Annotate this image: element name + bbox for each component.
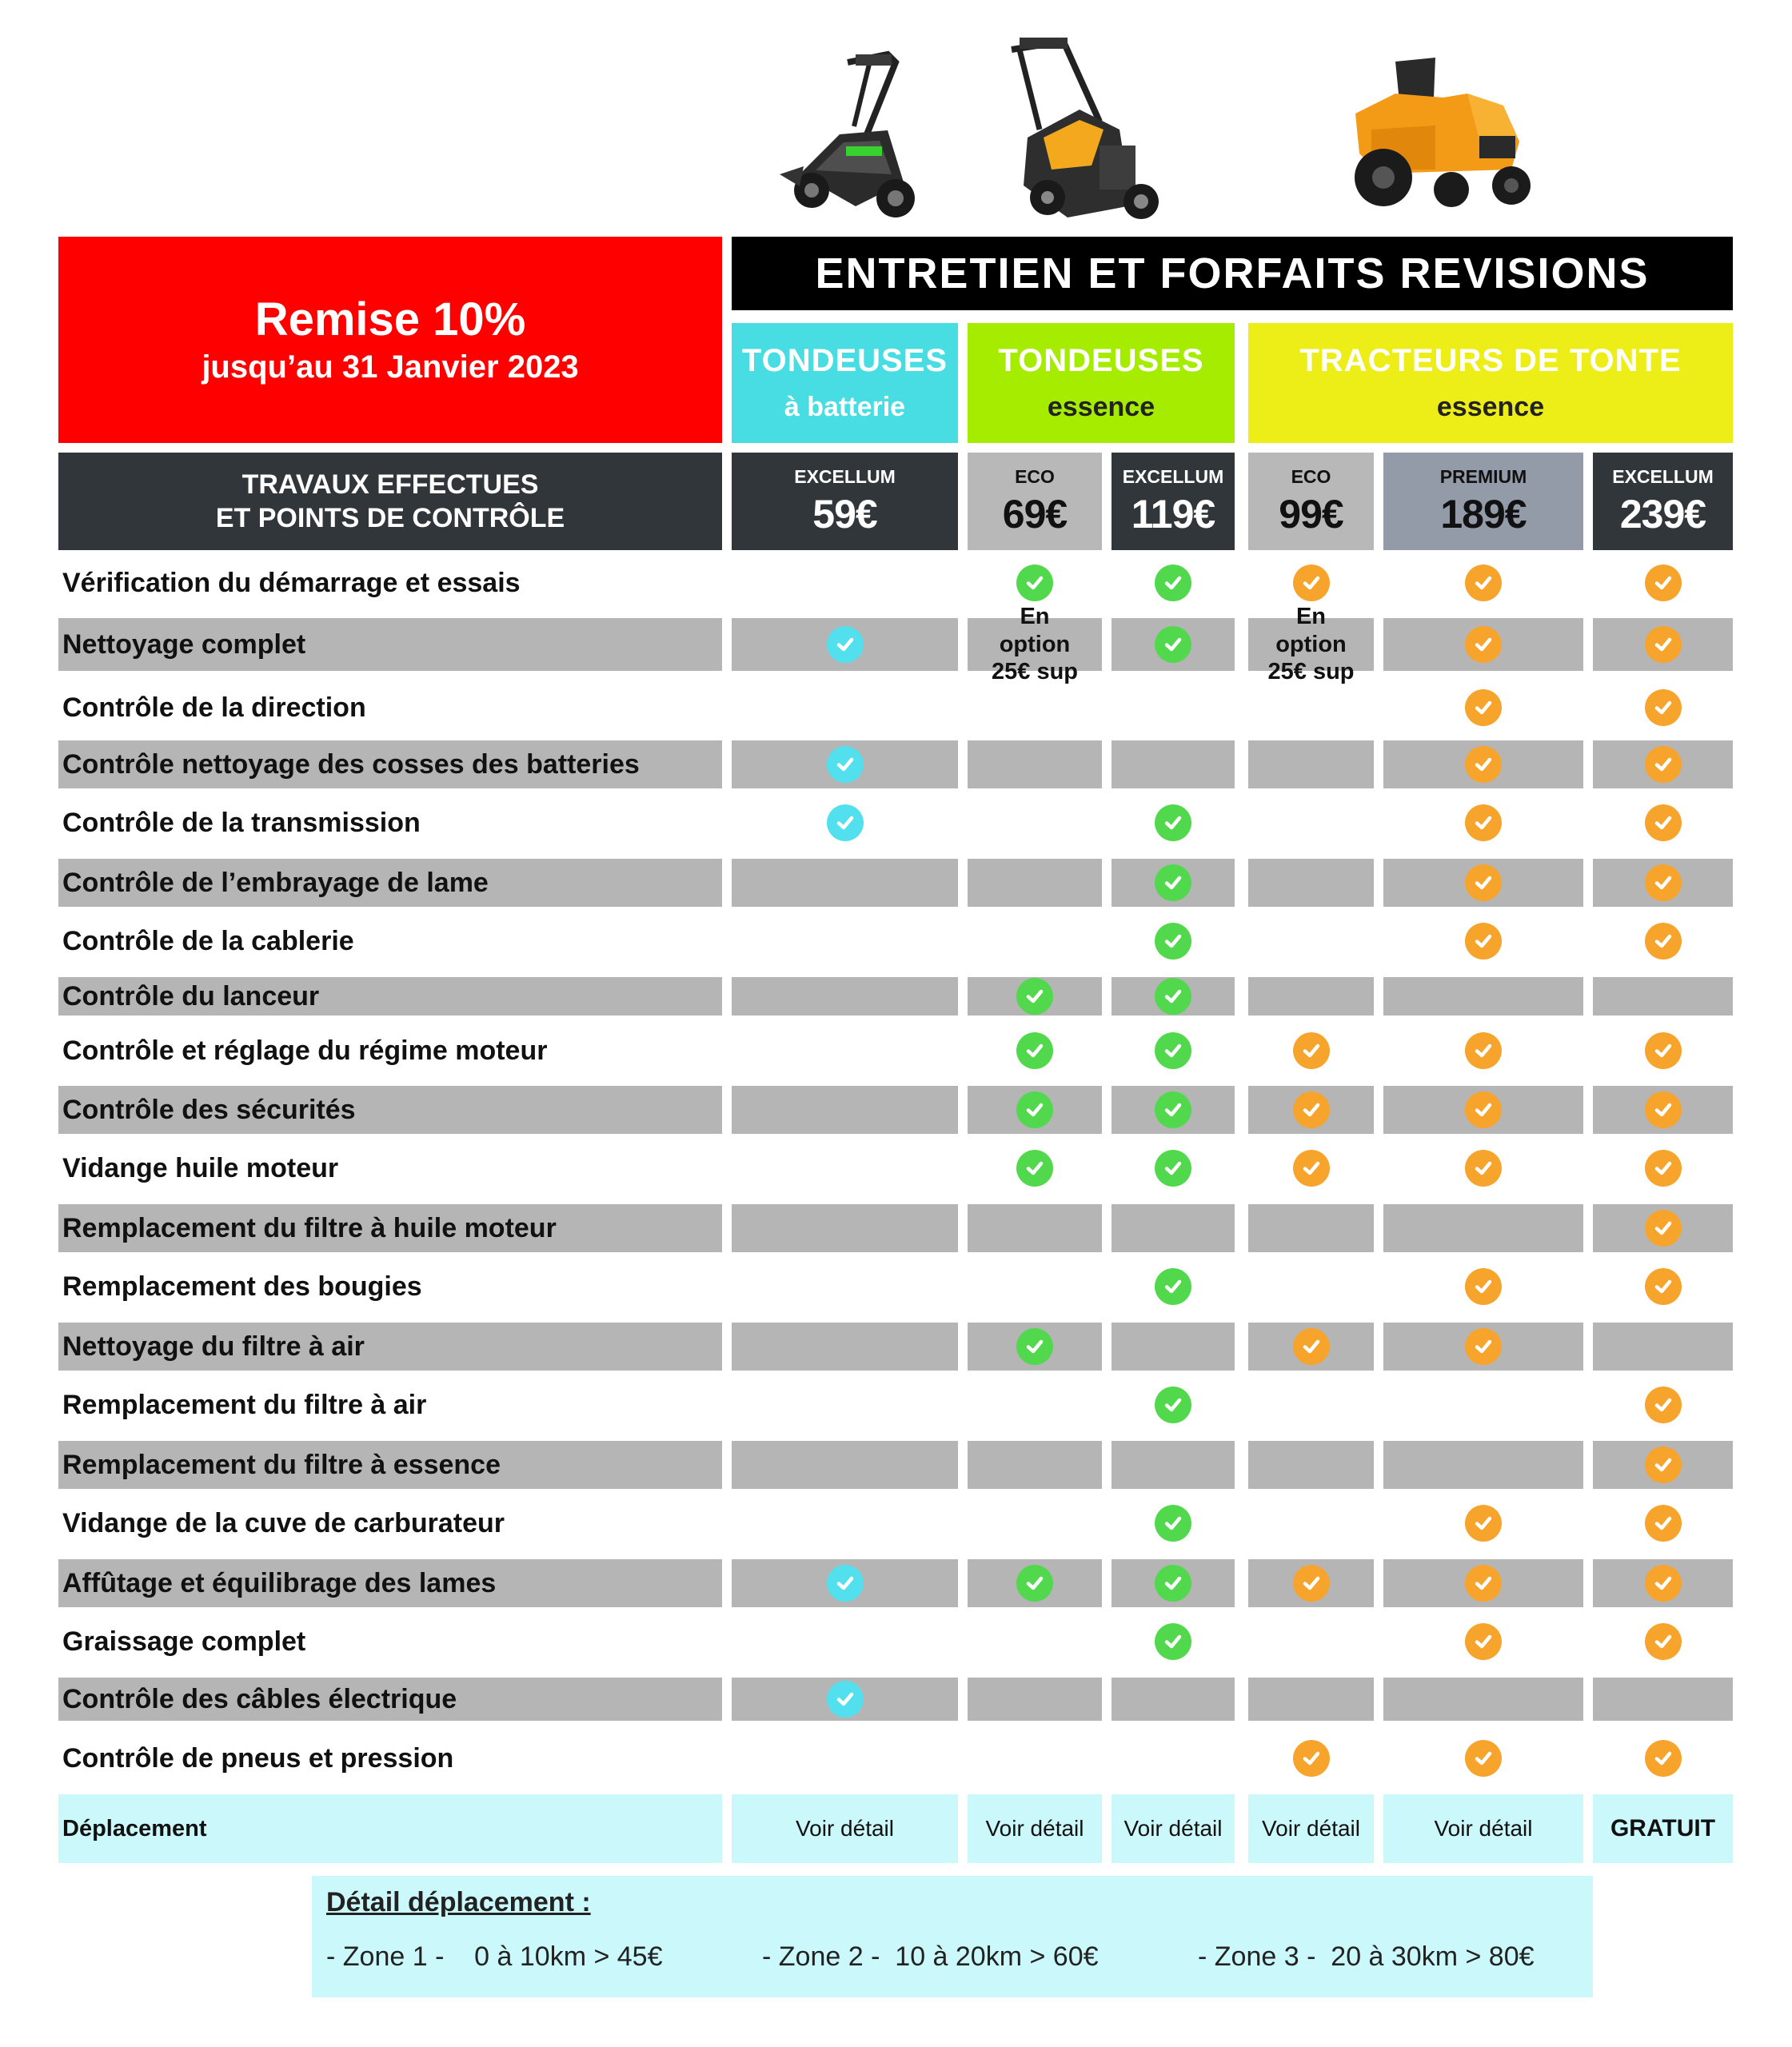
row-label: Contrôle de pneus et pression	[62, 1742, 454, 1774]
table-cell	[732, 977, 958, 1016]
promo-deadline: jusqu’au 31 Janvier 2023	[202, 349, 579, 385]
check-circle-icon	[1465, 1328, 1502, 1365]
check-circle-icon	[1645, 864, 1682, 901]
check-circle-icon	[1645, 746, 1682, 783]
table-cell	[968, 1027, 1102, 1074]
check-circle-icon	[827, 1681, 864, 1718]
travel-detail-box	[312, 1876, 1593, 1997]
table-cell	[1593, 1204, 1733, 1252]
table-row	[0, 1145, 1792, 1191]
row-label: Graissage complet	[62, 1626, 306, 1657]
row-label: Contrôle de la direction	[62, 692, 366, 723]
table-cell	[732, 800, 958, 846]
check-circle-icon	[1645, 1210, 1682, 1247]
table-cell	[1112, 1618, 1235, 1665]
plan-name: EXCELLUM	[1612, 465, 1714, 487]
table-row	[0, 1382, 1792, 1428]
zone-3: - Zone 3 - 20 à 30km > 80€	[1198, 1941, 1535, 1972]
table-cell	[732, 1735, 958, 1782]
table-row	[0, 560, 1792, 606]
check-circle-icon	[827, 1565, 864, 1602]
table-cell	[1593, 977, 1733, 1016]
check-circle-icon	[1645, 1740, 1682, 1777]
check-circle-icon	[1155, 978, 1191, 1015]
check-circle-icon	[1293, 1565, 1330, 1602]
check-circle-icon	[1155, 1091, 1191, 1128]
plan-name: EXCELLUM	[1122, 465, 1224, 487]
works-header-line2: ET POINTS DE CONTRÔLE	[215, 503, 565, 533]
table-cell	[1112, 1559, 1235, 1607]
table-cell	[732, 1145, 958, 1191]
row-label: Contrôle et réglage du régime moteur	[62, 1035, 548, 1066]
table-cell	[1248, 684, 1374, 731]
check-circle-icon	[1155, 923, 1191, 960]
check-circle-icon	[1465, 923, 1502, 960]
check-circle-icon	[1645, 804, 1682, 841]
lawn-tractor-image	[1339, 50, 1543, 217]
table-cell	[1248, 1027, 1374, 1074]
table-cell	[1112, 1500, 1235, 1546]
check-circle-icon	[1155, 1032, 1191, 1069]
table-cell	[1593, 1145, 1733, 1191]
table-cell	[1593, 560, 1733, 606]
petrol-mower-image	[1004, 34, 1195, 225]
category-subtitle: essence	[1436, 392, 1545, 422]
table-cell	[732, 684, 958, 731]
table-cell	[732, 1559, 958, 1607]
travel-zones	[326, 1941, 1535, 1973]
promo-banner	[58, 237, 722, 443]
table-cell	[1383, 740, 1583, 788]
table-row	[0, 1204, 1792, 1252]
row-label: Contrôle du lanceur	[58, 977, 722, 1016]
check-circle-icon	[1645, 1565, 1682, 1602]
deplacement-value: Voir détail	[1383, 1794, 1583, 1863]
table-cell	[968, 1735, 1102, 1782]
check-circle-icon	[1155, 626, 1191, 663]
zone-2: - Zone 2 - 10 à 20km > 60€	[762, 1941, 1099, 1972]
deplacement-value: Voir détail	[1248, 1794, 1374, 1863]
check-circle-icon	[1155, 565, 1191, 601]
plan-price: 119€	[1131, 491, 1215, 537]
plan-price: 239€	[1619, 491, 1706, 537]
check-circle-icon	[1465, 746, 1502, 783]
table-cell	[1593, 1323, 1733, 1371]
table-cell	[1112, 1204, 1235, 1252]
table-cell	[1112, 1382, 1235, 1428]
table-cell	[1248, 1382, 1374, 1428]
table-cell	[968, 859, 1102, 907]
table-cell	[732, 1204, 958, 1252]
table-cell	[1383, 1735, 1583, 1782]
table-row	[0, 684, 1792, 731]
table-cell	[1112, 859, 1235, 907]
table-row	[0, 1323, 1792, 1371]
table-cell	[1112, 1735, 1235, 1782]
table-cell	[968, 1382, 1102, 1428]
check-circle-icon	[1016, 1150, 1053, 1187]
table-cell	[1112, 977, 1235, 1016]
table-cell	[1383, 560, 1583, 606]
row-label: Nettoyage complet	[58, 618, 722, 671]
check-circle-icon	[1465, 565, 1502, 601]
table-cell	[1383, 1441, 1583, 1489]
table-cell	[1593, 1678, 1733, 1721]
plan-header	[968, 453, 1102, 550]
table-cell	[1593, 1559, 1733, 1607]
check-circle-icon	[1293, 565, 1330, 601]
table-row	[0, 1263, 1792, 1310]
plan-header	[732, 453, 958, 550]
check-circle-icon	[1465, 1150, 1502, 1187]
table-cell	[968, 1204, 1102, 1252]
option-note: En option 25€ sup	[992, 603, 1078, 685]
row-label: Remplacement du filtre à huile moteur	[58, 1204, 722, 1252]
table-cell	[732, 1618, 958, 1665]
table-row	[0, 1559, 1792, 1607]
battery-mower-image	[768, 46, 936, 226]
table-cell	[1383, 1382, 1583, 1428]
check-circle-icon	[1155, 1268, 1191, 1305]
table-row	[0, 603, 1792, 685]
table-cell	[968, 560, 1102, 606]
table-cell	[1593, 1618, 1733, 1665]
check-circle-icon	[1645, 1623, 1682, 1660]
check-circle-icon	[1645, 1268, 1682, 1305]
row-label: Remplacement du filtre à essence	[58, 1441, 722, 1489]
table-cell	[968, 603, 1102, 685]
table-cell	[1248, 800, 1374, 846]
table-cell	[1593, 684, 1733, 731]
table-cell	[1593, 1086, 1733, 1134]
table-cell	[968, 1145, 1102, 1191]
table-cell	[968, 977, 1102, 1016]
table-cell	[1383, 800, 1583, 846]
table-cell	[968, 740, 1102, 788]
table-cell	[1383, 1263, 1583, 1310]
row-label: Contrôle des sécurités	[58, 1086, 722, 1134]
row-label: Vérification du démarrage et essais	[62, 567, 521, 598]
check-circle-icon	[1293, 1328, 1330, 1365]
check-circle-icon	[1293, 1032, 1330, 1069]
check-circle-icon	[1016, 1565, 1053, 1602]
table-cell	[968, 1263, 1102, 1310]
table-cell	[1593, 918, 1733, 964]
table-cell	[1248, 1500, 1374, 1546]
category-petrol-mowers	[968, 323, 1235, 443]
category-name: TONDEUSES	[998, 343, 1204, 378]
table-cell	[1383, 1086, 1583, 1134]
check-circle-icon	[1465, 864, 1502, 901]
table-cell	[732, 1027, 958, 1074]
table-cell	[1248, 1735, 1374, 1782]
check-circle-icon	[1293, 1150, 1330, 1187]
deplacement-label: Déplacement	[58, 1794, 722, 1863]
row-label: Contrôle de la cablerie	[62, 925, 354, 956]
table-cell	[968, 684, 1102, 731]
plan-header	[1593, 453, 1733, 550]
table-cell	[1383, 977, 1583, 1016]
table-cell	[1248, 1086, 1374, 1134]
table-cell	[1248, 859, 1374, 907]
category-battery-mowers	[732, 323, 958, 443]
option-note: En option 25€ sup	[1267, 603, 1355, 685]
row-label: Nettoyage du filtre à air	[58, 1323, 722, 1371]
row-label: Contrôle nettoyage des cosses des batteries	[58, 740, 722, 788]
check-circle-icon	[1465, 1740, 1502, 1777]
check-circle-icon	[827, 746, 864, 783]
table-cell	[1593, 1382, 1733, 1428]
table-row	[0, 1678, 1792, 1721]
table-cell	[732, 1441, 958, 1489]
check-circle-icon	[1293, 1740, 1330, 1777]
table-cell	[1112, 800, 1235, 846]
check-circle-icon	[1645, 626, 1682, 663]
check-circle-icon	[1155, 804, 1191, 841]
deplacement-value: Voir détail	[732, 1794, 958, 1863]
travel-detail-title: Détail déplacement :	[326, 1887, 591, 1917]
table-cell	[1248, 560, 1374, 606]
check-circle-icon	[1016, 1091, 1053, 1128]
check-circle-icon	[1465, 1091, 1502, 1128]
category-subtitle: à batterie	[784, 392, 906, 422]
row-label: Remplacement du filtre à air	[62, 1389, 427, 1420]
table-cell	[732, 1500, 958, 1546]
table-cell	[1383, 1618, 1583, 1665]
table-cell	[1248, 603, 1374, 685]
table-row	[0, 977, 1792, 1016]
table-cell	[1112, 1027, 1235, 1074]
check-circle-icon	[1155, 1150, 1191, 1187]
table-cell	[1383, 618, 1583, 671]
category-lawn-tractors	[1248, 323, 1733, 443]
check-circle-icon	[1155, 1565, 1191, 1602]
table-cell	[1383, 1027, 1583, 1074]
table-cell	[968, 1618, 1102, 1665]
table-cell	[968, 918, 1102, 964]
check-circle-icon	[1465, 1268, 1502, 1305]
deplacement-value: Voir détail	[1112, 1794, 1235, 1863]
table-cell	[968, 1323, 1102, 1371]
table-cell	[1248, 1441, 1374, 1489]
table-cell	[1112, 1263, 1235, 1310]
table-cell	[1593, 800, 1733, 846]
table-cell	[1383, 684, 1583, 731]
table-cell	[1593, 618, 1733, 671]
table-cell	[1248, 1263, 1374, 1310]
table-cell	[732, 1086, 958, 1134]
table-cell	[1593, 1027, 1733, 1074]
check-circle-icon	[1465, 1623, 1502, 1660]
check-circle-icon	[1016, 565, 1053, 601]
check-circle-icon	[1155, 1387, 1191, 1423]
table-cell	[968, 1678, 1102, 1721]
table-cell	[1383, 1204, 1583, 1252]
table-cell	[1112, 740, 1235, 788]
table-cell	[1383, 1145, 1583, 1191]
check-circle-icon	[1645, 565, 1682, 601]
check-circle-icon	[1465, 626, 1502, 663]
table-row	[0, 859, 1792, 907]
table-cell	[732, 1263, 958, 1310]
check-circle-icon	[1465, 1565, 1502, 1602]
table-cell	[1248, 1323, 1374, 1371]
row-label: Vidange de la cuve de carburateur	[62, 1507, 505, 1538]
plan-price: 189€	[1440, 491, 1527, 537]
check-circle-icon	[1293, 1091, 1330, 1128]
table-cell	[1383, 1323, 1583, 1371]
table-row	[0, 1086, 1792, 1134]
table-cell	[1112, 1441, 1235, 1489]
table-cell	[1593, 1263, 1733, 1310]
table-cell	[1593, 1735, 1733, 1782]
check-circle-icon	[827, 626, 864, 663]
table-cell	[1248, 740, 1374, 788]
category-name: TONDEUSES	[741, 343, 948, 378]
table-cell	[1248, 1559, 1374, 1607]
row-label: Vidange huile moteur	[62, 1152, 339, 1183]
table-cell	[732, 1678, 958, 1721]
row-label: Affûtage et équilibrage des lames	[58, 1559, 722, 1607]
table-cell	[1112, 1323, 1235, 1371]
page-title: ENTRETIEN ET FORFAITS REVISIONS	[732, 237, 1733, 310]
table-cell	[1383, 859, 1583, 907]
table-cell	[732, 740, 958, 788]
plan-header	[1248, 453, 1374, 550]
table-cell	[732, 1323, 958, 1371]
table-cell	[1112, 1145, 1235, 1191]
row-label: Contrôle de la transmission	[62, 807, 421, 838]
plan-price: 59€	[812, 491, 877, 537]
table-cell	[732, 918, 958, 964]
table-cell	[1112, 1086, 1235, 1134]
check-circle-icon	[1465, 1032, 1502, 1069]
table-cell	[968, 1559, 1102, 1607]
table-cell	[732, 618, 958, 671]
plan-name: EXCELLUM	[794, 465, 896, 487]
plan-header	[1112, 453, 1235, 550]
table-cell	[1112, 1678, 1235, 1721]
table-row	[0, 1735, 1792, 1782]
table-cell	[968, 1500, 1102, 1546]
table-cell	[1248, 1618, 1374, 1665]
plan-name: PREMIUM	[1439, 465, 1527, 487]
table-cell	[1112, 560, 1235, 606]
check-circle-icon	[1645, 1150, 1682, 1187]
table-row	[0, 918, 1792, 964]
table-cell	[732, 560, 958, 606]
works-header-line1: TRAVAUX EFFECTUES	[241, 469, 539, 500]
table-cell	[1248, 1145, 1374, 1191]
table-cell	[1112, 618, 1235, 671]
check-circle-icon	[1016, 978, 1053, 1015]
table-row	[0, 1500, 1792, 1546]
table-cell	[968, 1441, 1102, 1489]
table-cell	[1112, 684, 1235, 731]
plan-price: 99€	[1279, 491, 1343, 537]
check-circle-icon	[827, 804, 864, 841]
check-circle-icon	[1155, 1623, 1191, 1660]
table-cell	[732, 859, 958, 907]
table-cell	[968, 800, 1102, 846]
table-row	[0, 800, 1792, 846]
table-row	[0, 740, 1792, 788]
row-label: Remplacement des bougies	[62, 1271, 422, 1302]
plan-header	[1383, 453, 1583, 550]
table-cell	[1383, 918, 1583, 964]
check-circle-icon	[1016, 1328, 1053, 1365]
plan-price: 69€	[1002, 491, 1068, 537]
table-cell	[1383, 1678, 1583, 1721]
plan-name: ECO	[1291, 465, 1331, 487]
check-circle-icon	[1645, 923, 1682, 960]
table-row	[0, 1027, 1792, 1074]
table-cell	[1248, 1678, 1374, 1721]
table-cell	[968, 1086, 1102, 1134]
row-label: Contrôle des câbles électrique	[58, 1678, 722, 1721]
check-circle-icon	[1155, 864, 1191, 901]
table-cell	[1112, 918, 1235, 964]
check-circle-icon	[1155, 1505, 1191, 1542]
category-name: TRACTEURS DE TONTE	[1299, 343, 1682, 378]
check-circle-icon	[1645, 689, 1682, 726]
table-cell	[1383, 1559, 1583, 1607]
check-circle-icon	[1645, 1091, 1682, 1128]
table-cell	[1248, 977, 1374, 1016]
table-cell	[732, 1382, 958, 1428]
check-circle-icon	[1465, 689, 1502, 726]
zone-1: - Zone 1 - 0 à 10km > 45€	[326, 1941, 663, 1972]
table-cell	[1593, 740, 1733, 788]
table-cell	[1383, 1500, 1583, 1546]
row-label: Contrôle de l’embrayage de lame	[58, 859, 722, 907]
plan-name: ECO	[1015, 465, 1055, 487]
check-circle-icon	[1645, 1505, 1682, 1542]
check-circle-icon	[1645, 1387, 1682, 1423]
category-subtitle: essence	[1047, 392, 1155, 422]
check-circle-icon	[1645, 1032, 1682, 1069]
table-cell	[1593, 1500, 1733, 1546]
works-column-header	[58, 453, 722, 550]
table-cell	[1593, 859, 1733, 907]
deplacement-value: Voir détail	[968, 1794, 1102, 1863]
check-circle-icon	[1465, 1505, 1502, 1542]
table-cell	[1593, 1441, 1733, 1489]
check-circle-icon	[1016, 1032, 1053, 1069]
deplacement-value-free: GRATUIT	[1593, 1794, 1733, 1863]
table-cell	[1248, 918, 1374, 964]
check-circle-icon	[1465, 804, 1502, 841]
table-row	[0, 1618, 1792, 1665]
promo-discount: Remise 10%	[254, 293, 526, 345]
check-circle-icon	[1645, 1446, 1682, 1483]
table-row	[0, 1441, 1792, 1489]
table-cell	[1248, 1204, 1374, 1252]
